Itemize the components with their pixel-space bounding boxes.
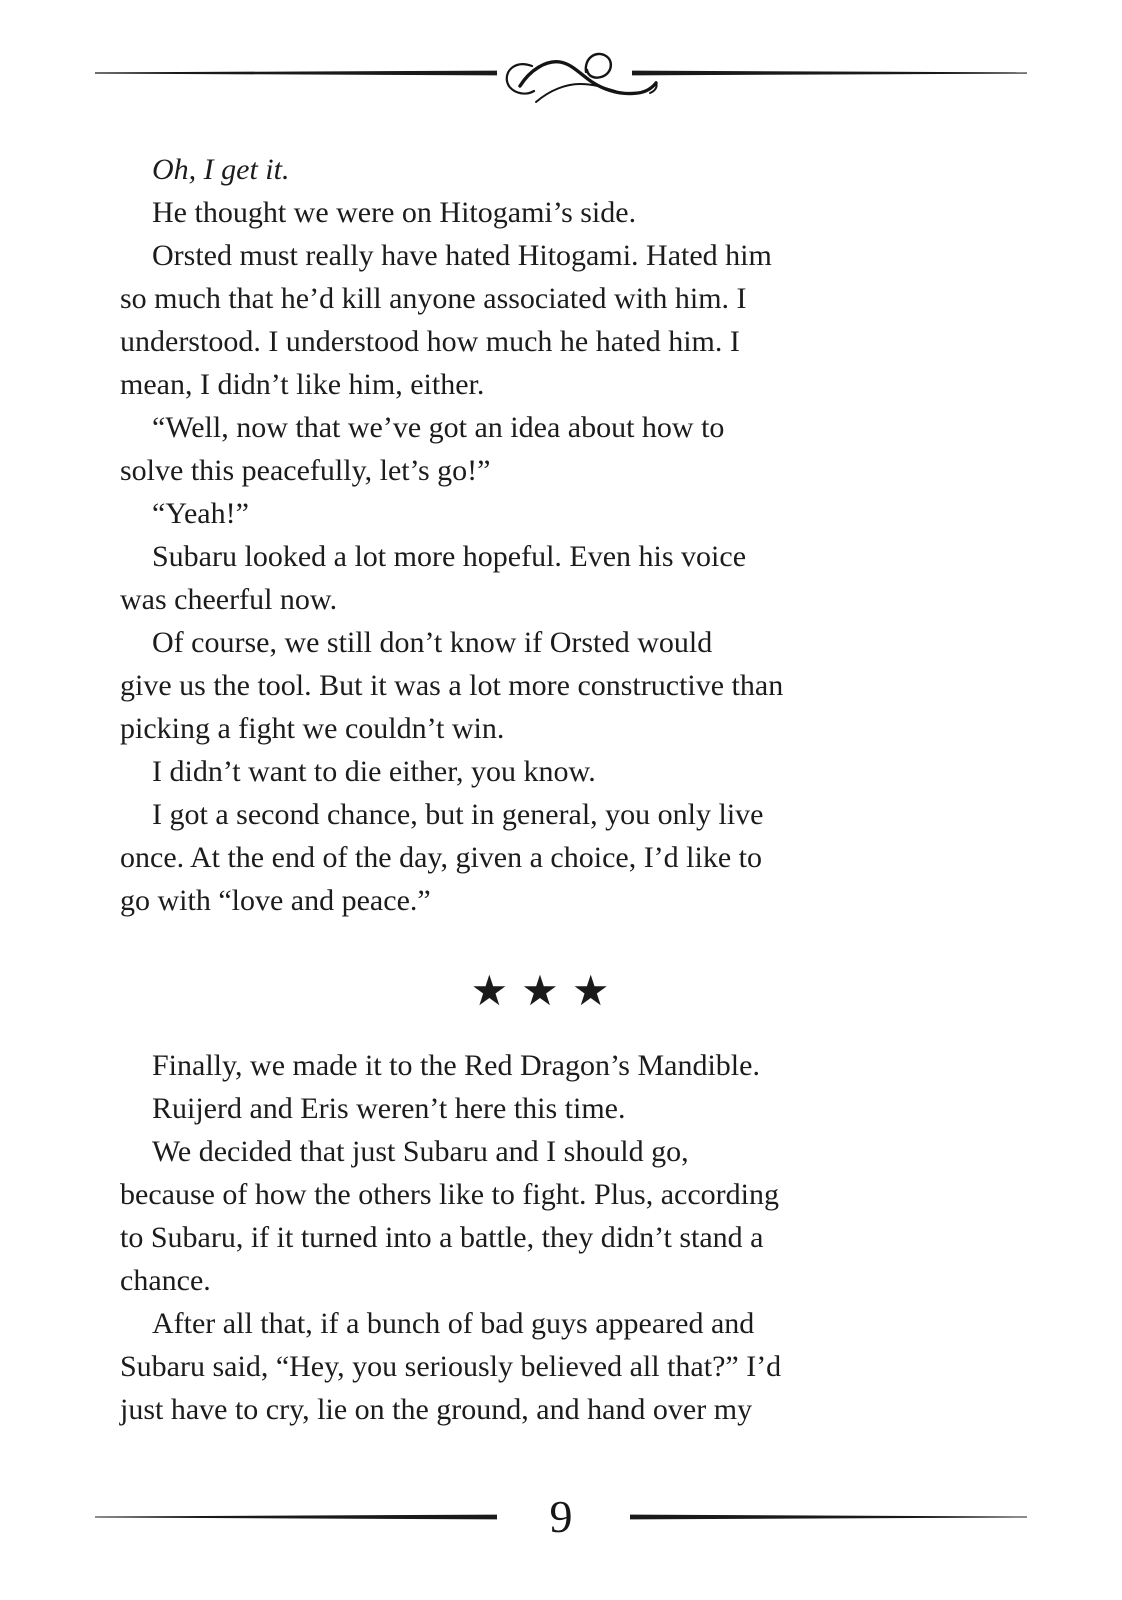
text-line: “Well, now that we’ve got an idea about how to (152, 411, 725, 444)
paragraph (120, 750, 960, 793)
star-icon: ★ (571, 966, 610, 1015)
paragraph (120, 621, 960, 750)
text-line: Orsted must really have hated Hitogami. Hated him (152, 239, 772, 272)
text-line: solve this peacefully, let’s go!” (120, 454, 491, 487)
text-line: was cheerful now. (120, 583, 338, 616)
paragraph (120, 535, 960, 621)
paragraph (120, 1087, 960, 1130)
text-line: go with “love and peace.” (120, 884, 431, 917)
page-body (120, 148, 960, 1431)
text-line: once. At the end of the day, given a choice, I’d like to (120, 841, 762, 874)
text-line: We decided that just Subaru and I should go, (152, 1135, 689, 1168)
text-line: Oh, I get it. (152, 153, 290, 186)
paragraph (120, 1302, 960, 1431)
star-icon: ★ (521, 966, 559, 1015)
page-number: 9 (549, 1491, 573, 1542)
text-line: Finally, we made it to the Red Dragon’s Mandible. (152, 1049, 760, 1082)
text-line: to Subaru, if it turned into a battle, they didn’t stand a (120, 1221, 764, 1254)
text-line: I got a second chance, but in general, you only live (152, 798, 764, 831)
text-line: mean, I didn’t like him, either. (120, 368, 485, 401)
text-line: so much that he’d kill anyone associated with him. I (120, 282, 747, 315)
paragraph (120, 148, 960, 191)
paragraph (120, 793, 960, 922)
text-line: After all that, if a bunch of bad guys appeared and (152, 1307, 755, 1340)
scene-break-separator (120, 922, 960, 1044)
text-line: just have to cry, lie on the ground, and hand over my (120, 1393, 753, 1426)
text-line: Ruijerd and Eris weren’t here this time. (152, 1092, 626, 1125)
header-divider (90, 40, 1035, 124)
header-rule-right (632, 71, 1027, 76)
star-icon: ★ (470, 966, 509, 1015)
text-line: picking a fight we couldn’t win. (120, 712, 505, 745)
text-line: Subaru said, “Hey, you seriously believed all that?” I’d (120, 1350, 782, 1383)
text-line: understood. I understood how much he hated him. I (120, 325, 740, 358)
paragraph (120, 234, 960, 406)
text-line: Subaru looked a lot more hopeful. Even his voice (152, 540, 747, 573)
text-line: He thought we were on Hitogami’s side. (152, 196, 637, 229)
text-line: I didn’t want to die either, you know. (152, 755, 596, 788)
text-line: because of how the others like to fight. Plus, according (120, 1178, 780, 1211)
text-line: Of course, we still don’t know if Orsted would (152, 626, 713, 659)
paragraph (120, 1130, 960, 1302)
paragraph (120, 406, 960, 492)
paragraph (120, 1044, 960, 1087)
text-line: “Yeah!” (152, 497, 249, 530)
flourish-icon (507, 54, 657, 102)
text-line: give us the tool. But it was a lot more constructive than (120, 669, 784, 702)
header-rule-left (95, 71, 497, 76)
paragraph (120, 492, 960, 535)
text-line: chance. (120, 1264, 211, 1297)
paragraph (120, 191, 960, 234)
